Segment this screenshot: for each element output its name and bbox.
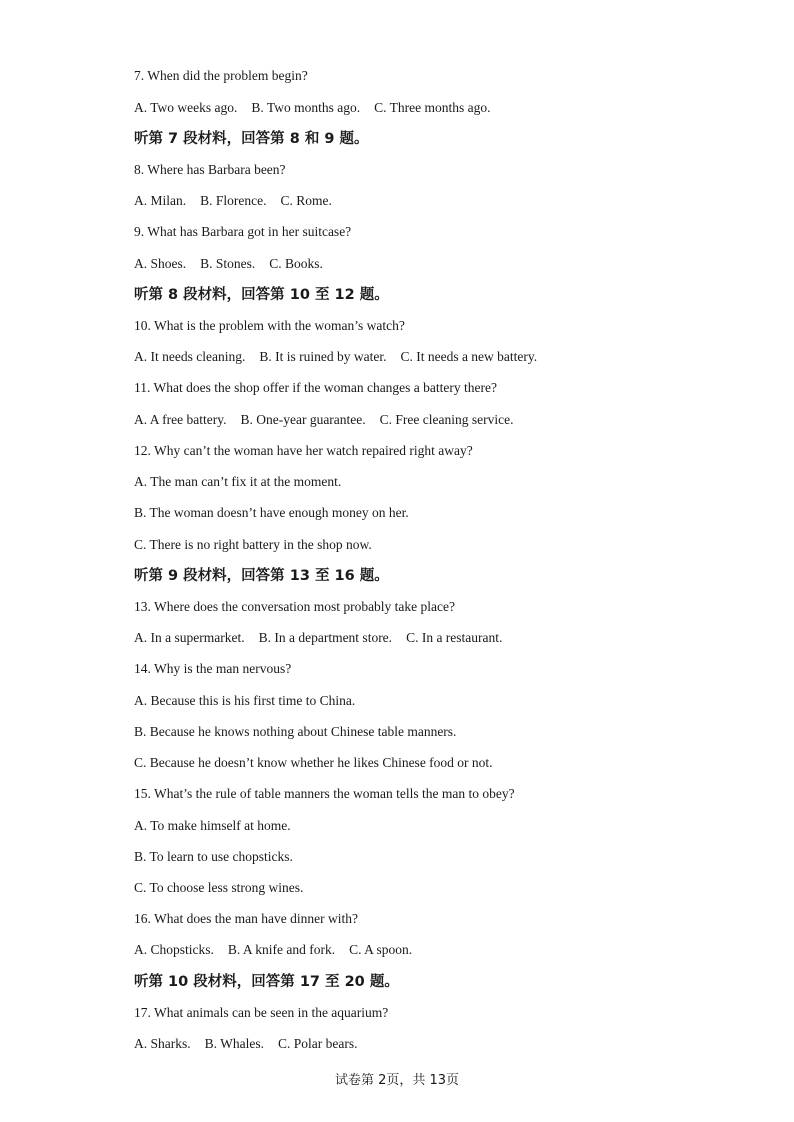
option-c: C. Polar bears. <box>278 1036 358 1051</box>
question-14-option-a: A. Because this is his first time to China. <box>134 693 356 708</box>
question-9: 9. What has Barbara got in her suitcase? <box>134 224 352 239</box>
question-15: 15. What’s the rule of table manners the woman tells the man to obey? <box>134 786 515 801</box>
option-a: A. In a supermarket. <box>134 630 245 645</box>
option-c: C. It needs a new battery. <box>400 349 538 364</box>
option-b: B. Stones. <box>200 256 256 271</box>
question-12-option-c: C. There is no right battery in the shop now. <box>134 537 372 552</box>
option-a: A. Chopsticks. <box>134 942 214 957</box>
question-8-options <box>134 192 332 210</box>
question-14-option-c: C. Because he doesn’t know whether he likes Chinese food or not. <box>134 755 493 770</box>
option-c: C. A spoon. <box>349 942 413 957</box>
question-7-options <box>134 99 490 117</box>
option-a: A. Shoes. <box>134 256 187 271</box>
question-14-option-b: B. Because he knows nothing about Chinese table manners. <box>134 724 457 739</box>
question-12: 12. Why can’t the woman have her watch repaired right away? <box>134 443 473 458</box>
question-13-options <box>134 629 502 647</box>
option-c: C. Free cleaning service. <box>379 412 514 427</box>
option-a: A. A free battery. <box>134 412 227 427</box>
section-heading-8: 听第 8 段材料，回答第 10 至 12 题。 <box>134 287 389 303</box>
question-11-options <box>134 411 513 429</box>
option-c: C. Books. <box>269 256 323 271</box>
option-b: B. Florence. <box>200 193 267 208</box>
page-footer: 试卷第 2页，共 13页 <box>334 1073 460 1088</box>
question-13: 13. Where does the conversation most probably take place? <box>134 599 456 614</box>
question-16-options <box>134 941 412 959</box>
question-15-option-c: C. To choose less strong wines. <box>134 880 304 895</box>
question-8: 8. Where has Barbara been? <box>134 162 286 177</box>
option-c: C. In a restaurant. <box>406 630 503 645</box>
question-7: 7. When did the problem begin? <box>134 68 308 83</box>
question-14: 14. Why is the man nervous? <box>134 661 292 676</box>
option-b: B. A knife and fork. <box>227 942 336 957</box>
option-a: A. It needs cleaning. <box>134 349 246 364</box>
option-b: B. In a department store. <box>258 630 393 645</box>
question-10-options <box>134 348 537 366</box>
option-b: B. One-year guarantee. <box>240 412 366 427</box>
option-c: C. Rome. <box>280 193 332 208</box>
option-b: B. It is ruined by water. <box>259 349 387 364</box>
option-b: B. Two months ago. <box>251 100 361 115</box>
section-heading-9: 听第 9 段材料，回答第 13 至 16 题。 <box>134 568 389 584</box>
question-15-option-b: B. To learn to use chopsticks. <box>134 849 293 864</box>
option-a: A. Sharks. <box>134 1036 191 1051</box>
section-heading-10: 听第 10 段材料，回答第 17 至 20 题。 <box>134 974 399 990</box>
question-11: 11. What does the shop offer if the woman changes a battery there? <box>134 380 497 395</box>
question-9-options <box>134 255 323 273</box>
question-16: 16. What does the man have dinner with? <box>134 911 358 926</box>
question-12-option-a: A. The man can’t fix it at the moment. <box>134 474 342 489</box>
question-10: 10. What is the problem with the woman’s watch? <box>134 318 405 333</box>
question-17: 17. What animals can be seen in the aquarium? <box>134 1005 389 1020</box>
option-a: A. Two weeks ago. <box>134 100 238 115</box>
question-12-option-b: B. The woman doesn’t have enough money on her. <box>134 505 409 520</box>
question-15-option-a: A. To make himself at home. <box>134 818 291 833</box>
section-heading-7: 听第 7 段材料，回答第 8 和 9 题。 <box>134 131 369 147</box>
option-a: A. Milan. <box>134 193 187 208</box>
option-c: C. Three months ago. <box>374 100 491 115</box>
question-17-options <box>134 1035 357 1053</box>
option-b: B. Whales. <box>204 1036 264 1051</box>
